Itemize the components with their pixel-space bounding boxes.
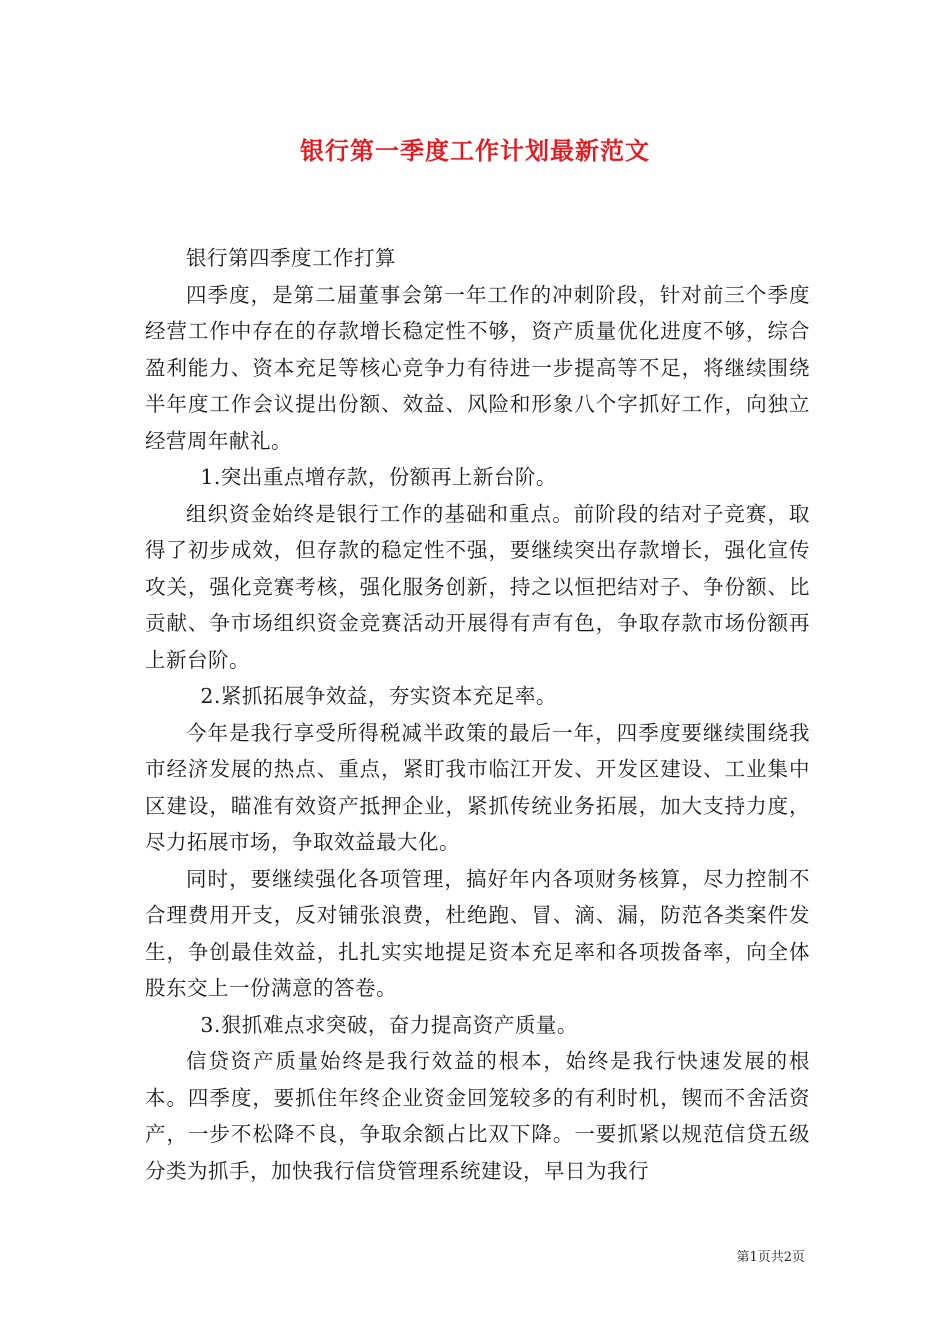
point-heading-2: 2.紧抓拓展争效益，夯实资本充足率。 bbox=[200, 684, 557, 708]
paragraph-efficiency: 今年是我行享受所得税减半政策的最后一年，四季度要继续围绕我市经济发展的热点、重点，紧盯我市临江开发、开发区建设、工业集中区建设，瞄准有效资产抵押企业，紧抓传统业务拓展，加大支持力度，尽力拓展市场，争取效益最大化。 bbox=[145, 720, 810, 854]
section-subtitle: 银行第四季度工作打算 bbox=[186, 246, 396, 270]
paragraph-asset-quality: 信贷资产质量始终是我行效益的根本，始终是我行快速发展的根本。四季度，要抓住年终企业资金回笼较多的有利时机，锲而不舍活资产，一步不松降不良，争取余额占比双下降。一要抓紧以规范信贷五级分类为抓手，加快我行信贷管理系统建设，早日为我行 bbox=[145, 1049, 810, 1183]
point-heading-3: 3.狠抓难点求突破，奋力提高资产质量。 bbox=[200, 1012, 578, 1037]
document-title: 银行第一季度工作计划最新范文 bbox=[300, 136, 650, 165]
paragraph-deposits: 组织资金始终是银行工作的基础和重点。前阶段的结对子竞赛，取得了初步成效，但存款的稳定性不强，要继续突出存款增长，强化宣传攻关，强化竞赛考核，强化服务创新，持之以恒把结对子、争份额、比贡献、争市场组织资金竞赛活动开展得有声有色，争取存款市场份额再上新台阶。 bbox=[145, 501, 810, 672]
point-heading-1: 1.突出重点增存款，份额再上新台阶。 bbox=[200, 465, 557, 489]
document-body bbox=[145, 240, 810, 1189]
paragraph-management: 同时，要继续强化各项管理，搞好年内各项财务核算，尽力控制不合理费用开支，反对铺张浪费，杜绝跑、冒、滴、漏，防范各类案件发生，争创最佳效益，扎扎实实地提足资本充足率和各项拨备率，向全体股东交上一份满意的答卷。 bbox=[145, 866, 810, 1000]
paragraph-intro: 四季度，是第二届董事会第一年工作的冲刺阶段，针对前三个季度经营工作中存在的存款增长稳定性不够，资产质量优化进度不够，综合盈利能力、资本充足等核心竞争力有待进一步提高等不足，将继续围绕半年度工作会议提出份额、效益、风险和形象八个字抓好工作，向独立经营周年献礼。 bbox=[145, 282, 810, 453]
page-number: 第1页共2页 bbox=[736, 1250, 805, 1265]
